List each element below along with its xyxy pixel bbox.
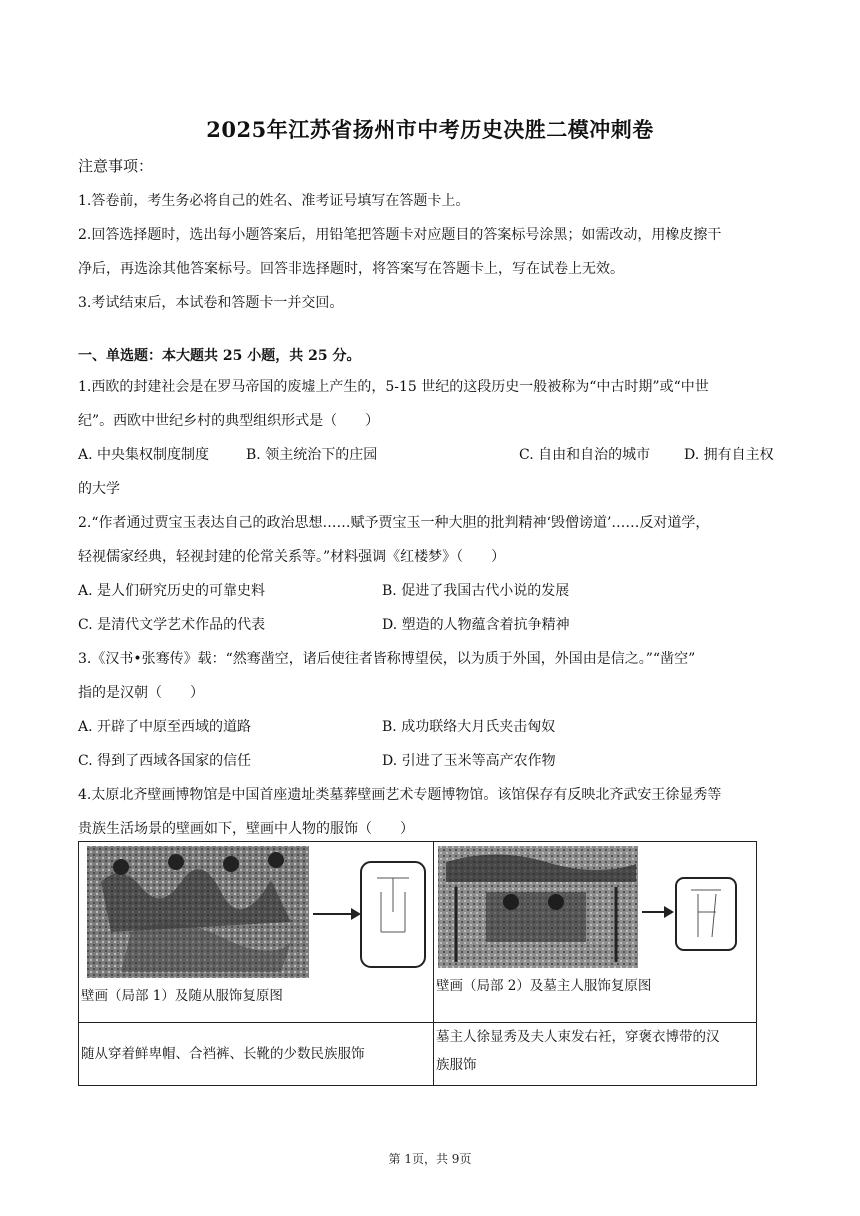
- notice-item-1: 1.答卷前，考生务必将自己的姓名、准考证号填写在答题卡上。: [78, 193, 470, 209]
- q2-option-c: C. 是清代文学艺术作品的代表: [78, 617, 266, 633]
- q4-stem-line-2: 贵族生活场景的壁画如下，壁画中人物的服饰（ ）: [78, 821, 414, 837]
- notice-item-3: 3.考试结束后，本试卷和答题卡一并交回。: [78, 295, 344, 311]
- q3-stem-line-1: 3.《汉书•张骞传》载：“然骞凿空，诸后使往者皆称博望侯，以为质于外国，外国由是信之。”“凿空”: [78, 651, 696, 667]
- q1-stem-line-1: 1.西欧的封建社会是在罗马帝国的废墟上产生的，5-15 世纪的这段历史一般被称为“中古时期”或“中世: [78, 379, 709, 395]
- page-title: 2025年江苏省扬州市中考历史决胜二模冲刺卷: [206, 117, 654, 142]
- tomb-owner-costume-sketch: [676, 878, 736, 950]
- q1-option-c: C. 自由和自治的城市: [519, 447, 651, 463]
- q4-figure-table: [78, 841, 757, 1086]
- notice-item-2-cont: 净后，再选涂其他答案标号。回答非选择题时，将答案写在答题卡上，写在试卷上无效。: [78, 261, 624, 277]
- q3-option-b: B. 成功联络大月氏夹击匈奴: [382, 719, 556, 735]
- q2-option-a: A. 是人们研究历史的可靠史料: [78, 583, 266, 599]
- q3-option-c: C. 得到了西域各国家的信任: [78, 753, 252, 769]
- q4-description-cell-1: [79, 1023, 434, 1086]
- q3-option-d: D. 引进了玉米等高产农作物: [382, 753, 556, 769]
- q1-option-a: A. 中央集权制度制度: [78, 447, 210, 463]
- q2-option-b: B. 促进了我国古代小说的发展: [382, 583, 570, 599]
- notice-item-2: 2.回答选择题时，选出每小题答案后，用铅笔把答题卡对应题目的答案标号涂黑；如需改动，用橡皮擦干: [78, 227, 722, 243]
- q2-option-d: D. 塑造的人物蕴含着抗争精神: [382, 617, 570, 633]
- q3-option-a: A. 开辟了中原至西域的道路: [78, 719, 252, 735]
- q3-stem-line-2: 指的是汉朝（ ）: [78, 685, 204, 701]
- q4-description-2-line-2: 族服饰: [436, 1057, 477, 1073]
- q2-stem-line-1: 2.“作者通过贾宝玉表达自己的政治思想……赋予贾宝玉一种大胆的批判精神‘毁僧谤道’……反对道学，: [78, 515, 710, 531]
- q1-option-b: B. 领主统治下的庄园: [246, 447, 378, 463]
- q1-option-d-cont: 的大学: [78, 481, 120, 497]
- section-heading: 一、单选题：本大题共 25 小题，共 25 分。: [78, 348, 361, 364]
- q4-description-cell-2: [434, 1023, 757, 1086]
- mural-1-image: [81, 842, 431, 982]
- q4-description-2-line-1: 墓主人徐显秀及夫人束发右衽，穿褒衣博带的汉: [436, 1029, 720, 1045]
- q4-description-1: 随从穿着鲜卑帽、合裆裤、长靴的少数民族服饰: [81, 1046, 365, 1062]
- mural-2-image: [436, 842, 754, 972]
- q1-option-d: D. 拥有自主权: [684, 447, 774, 463]
- notice-heading: 注意事项：: [78, 157, 154, 175]
- q1-stem-line-2: 纪”。西欧中世纪乡村的典型组织形式是（ ）: [78, 413, 380, 429]
- q4-figure-cell-1: [79, 842, 434, 1023]
- q2-stem-line-2: 轻视儒家经典，轻视封建的伦常关系等。”材料强调《红楼梦》（ ）: [78, 549, 506, 565]
- q4-caption-2: 壁画（局部 2）及墓主人服饰复原图: [436, 978, 652, 994]
- q4-caption-1: 壁画（局部 1）及随从服饰复原图: [81, 988, 283, 1004]
- q4-figure-cell-2: [434, 842, 757, 1023]
- q4-stem-line-1: 4.太原北齐壁画博物馆是中国首座遗址类墓葬壁画艺术专题博物馆。该馆保存有反映北齐武安王徐显秀等: [78, 787, 722, 803]
- page-footer: 第 1页，共 9页: [388, 1152, 472, 1166]
